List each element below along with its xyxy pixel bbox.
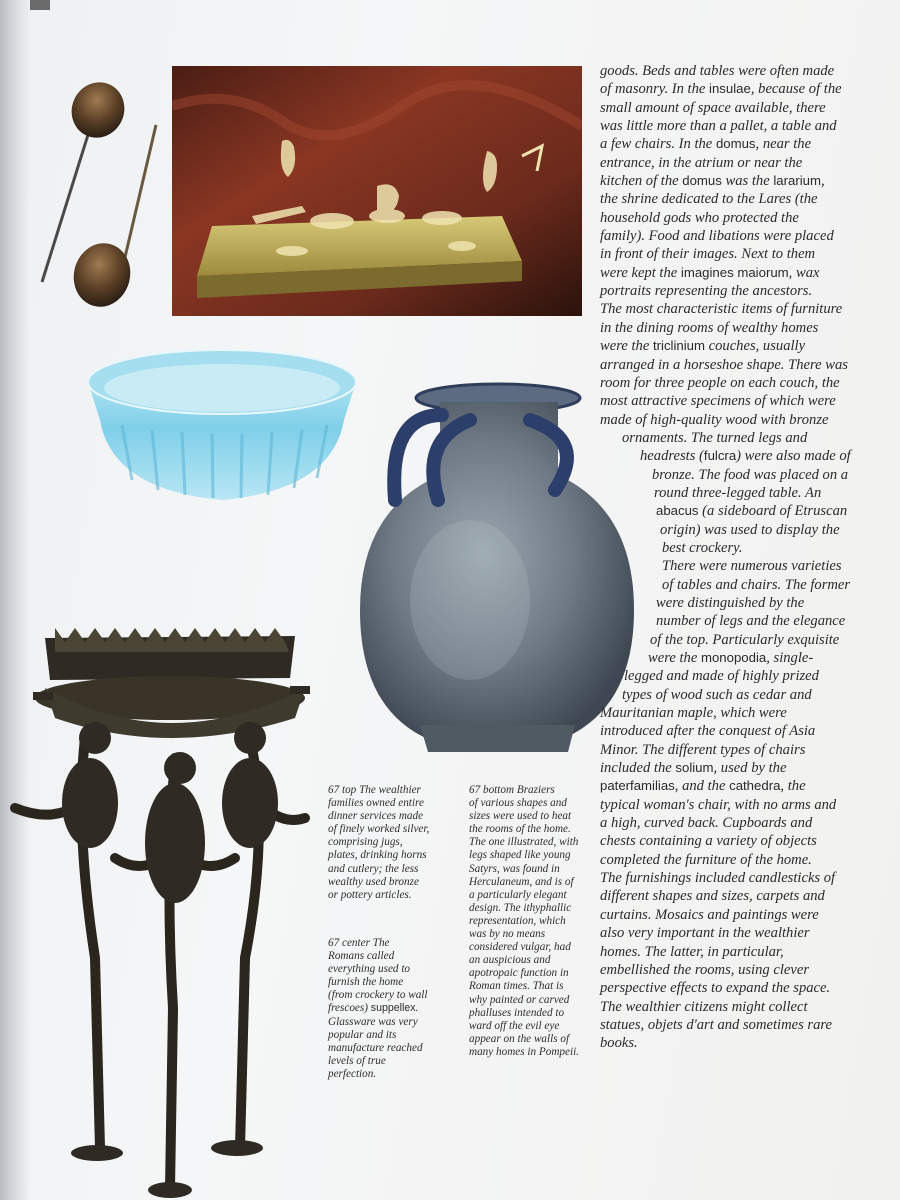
- caption-line: [328, 1016, 468, 1029]
- main-text-line: [600, 979, 882, 997]
- page-edge-mark: [30, 0, 50, 10]
- text-run: 67 top The wealthier: [328, 784, 421, 796]
- text-run: were the: [648, 650, 701, 666]
- text-run: The one illustrated, with: [469, 836, 579, 849]
- main-text-line: [600, 667, 882, 685]
- main-text-line: [600, 392, 882, 410]
- caption-line: [328, 823, 468, 836]
- caption-line: [328, 1055, 468, 1068]
- latin-term: insulae: [709, 81, 751, 97]
- main-text-line: [600, 539, 882, 557]
- caption-line: [328, 937, 468, 950]
- text-run: of the top. Particularly exquisite: [650, 631, 840, 648]
- latin-term: paterfamilias: [600, 778, 675, 794]
- main-text-line: [600, 887, 882, 905]
- text-run: a particularly elegant: [469, 888, 567, 901]
- text-run: included the: [600, 760, 676, 777]
- caption-line: [469, 876, 609, 889]
- text-run: perfection.: [328, 1067, 377, 1080]
- glass-amphora-photo: [350, 380, 640, 765]
- text-run: plates, drinking horns: [328, 849, 427, 862]
- caption-line: [469, 810, 609, 823]
- text-run: why painted or carved: [469, 993, 570, 1006]
- text-run: (a sideboard of Etruscan: [698, 503, 848, 520]
- text-run: origin) was used to display the: [660, 521, 840, 538]
- text-run: arranged in a horseshoe shape. There was: [600, 356, 848, 373]
- text-run: were the: [600, 338, 653, 355]
- text-run: were kept the: [600, 264, 681, 281]
- main-text-line: [600, 227, 882, 245]
- text-run: of finely worked silver,: [328, 823, 430, 836]
- main-text-line: [600, 741, 882, 759]
- glass-bowl-photo: [82, 340, 362, 505]
- main-text-line: [600, 796, 882, 814]
- caption-line: [469, 928, 609, 941]
- text-run: the rooms of the home.: [469, 823, 571, 836]
- text-run: frescoes): [328, 1002, 371, 1015]
- text-run: popular and its: [328, 1028, 397, 1041]
- text-run: chests containing a variety of objects: [600, 833, 817, 850]
- caption-line: [469, 863, 609, 876]
- caption-line: [469, 1046, 609, 1059]
- fresco-photo: [172, 66, 582, 316]
- text-run: was by no means: [469, 928, 546, 941]
- text-run: Romans called: [328, 950, 395, 963]
- text-run: , and the: [674, 778, 730, 795]
- main-text-line: [600, 722, 882, 740]
- text-run: many homes in Pompeii.: [469, 1045, 579, 1058]
- text-run: typical woman's chair, with no arms and: [600, 796, 837, 813]
- text-run: ward off the evil eye: [469, 1019, 560, 1032]
- caption-line: [328, 810, 468, 823]
- caption-line: [469, 849, 609, 862]
- text-run: , single-: [766, 650, 814, 666]
- caption-line: [328, 863, 468, 876]
- text-run: couches, usually: [704, 338, 806, 355]
- main-text-line: [600, 594, 882, 612]
- text-run: types of wood such as cedar and: [622, 686, 812, 703]
- text-run: were distinguished by the: [656, 594, 805, 611]
- caption-line: [328, 836, 468, 849]
- text-run: headrests (: [640, 448, 704, 465]
- main-text-line: [600, 557, 882, 575]
- text-run: , because of the: [750, 81, 842, 98]
- caption-line: [328, 849, 468, 862]
- text-run: homes. The latter, in particular,: [600, 943, 784, 960]
- main-text-line: [600, 374, 882, 392]
- text-run: family). Food and libations were placed: [600, 228, 834, 245]
- text-run: The wealthier citizens might collect: [600, 998, 808, 1015]
- text-run: sizes were used to heat: [469, 810, 572, 823]
- caption-line: [328, 784, 468, 797]
- caption-line: [469, 994, 609, 1007]
- latin-term: suppellex: [370, 1002, 416, 1015]
- text-run: household gods who protected the: [600, 209, 799, 226]
- caption-line: [469, 1007, 609, 1020]
- caption-line: [328, 1042, 468, 1055]
- main-text-line: [600, 1034, 882, 1052]
- text-run: curtains. Mosaics and paintings were: [600, 906, 819, 923]
- text-run: introduced after the conquest of Asia: [600, 723, 816, 740]
- latin-term: domus: [682, 173, 722, 189]
- main-text-line: [600, 154, 882, 172]
- text-run: a few chairs. In the: [600, 136, 716, 153]
- caption-line: [328, 989, 468, 1002]
- text-run: families owned entire: [328, 797, 424, 810]
- main-text-line: [600, 135, 882, 153]
- text-run: ,: [820, 173, 825, 190]
- text-run: small amount of space available, there: [600, 99, 826, 116]
- latin-term: solium: [675, 760, 714, 776]
- main-text-line: [600, 686, 882, 704]
- main-text-line: [600, 190, 882, 208]
- latin-term: fulcra: [703, 448, 737, 464]
- main-text-line: [600, 99, 882, 117]
- latin-term: monopodia: [700, 650, 767, 665]
- caption-line: [328, 1002, 468, 1015]
- main-text-line: [600, 704, 882, 722]
- text-run: round three-legged table. An: [654, 484, 822, 501]
- text-run: completed the furniture of the home.: [600, 851, 812, 868]
- latin-term: lararium: [773, 173, 821, 189]
- text-run: ornaments. The turned legs and: [622, 429, 808, 446]
- latin-term: abacus: [656, 503, 699, 519]
- main-text-line: [600, 759, 882, 777]
- main-text-line: [600, 869, 882, 887]
- text-run: the shrine dedicated to the Lares (the: [600, 191, 818, 208]
- text-run: representation, which: [469, 914, 566, 927]
- caption-line: [469, 954, 609, 967]
- text-run: bronze. The food was placed on a: [652, 466, 849, 483]
- main-text-line: [600, 576, 882, 594]
- text-run: Minor. The different types of chairs: [600, 741, 806, 758]
- caption-top: [328, 784, 468, 902]
- caption-line: [328, 889, 468, 902]
- main-text-line: [600, 631, 882, 649]
- text-run: (from crockery to wall: [328, 989, 428, 1002]
- main-article-text: [600, 62, 882, 1053]
- text-run: apotropaic function in: [469, 967, 569, 980]
- main-text-line: [600, 80, 882, 98]
- text-run: , near the: [755, 136, 812, 153]
- text-run: 67 bottom Braziers: [469, 784, 555, 796]
- caption-line: [469, 1033, 609, 1046]
- main-text-line: [600, 998, 882, 1016]
- text-run: The most characteristic items of furniture: [600, 301, 843, 318]
- text-run: was the: [721, 173, 774, 190]
- main-text-line: [600, 943, 882, 961]
- caption-line: [469, 941, 609, 954]
- text-run: legged and made of highly prized: [624, 668, 819, 685]
- main-text-line: [600, 502, 882, 520]
- main-text-line: [600, 466, 882, 484]
- text-run: of masonry. In the: [600, 81, 710, 98]
- text-run: There were numerous varieties: [662, 558, 842, 575]
- caption-line: [328, 876, 468, 889]
- text-run: made of high-quality wood with bronze: [600, 411, 829, 428]
- main-text-line: [600, 924, 882, 942]
- text-run: wealthy used bronze: [328, 875, 419, 888]
- latin-term: domus: [715, 136, 756, 152]
- main-text-line: [600, 832, 882, 850]
- text-run: phalluses intended to: [469, 1006, 565, 1019]
- text-run: a high, curved back. Cupboards and: [600, 815, 813, 832]
- main-text-line: [600, 484, 882, 502]
- main-text-line: [600, 117, 882, 135]
- main-text-line: [600, 612, 882, 630]
- latin-term: triclinium: [652, 338, 705, 354]
- text-run: ) were also made of: [736, 448, 851, 465]
- main-text-line: [600, 649, 882, 667]
- main-text-line: [600, 356, 882, 374]
- main-text-line: [600, 337, 882, 355]
- text-run: The furnishings included candlesticks of: [600, 870, 836, 887]
- text-run: or pottery articles.: [328, 888, 412, 901]
- caption-line: [328, 963, 468, 976]
- spoons-photo: [30, 70, 170, 320]
- text-run: most attractive specimens of which were: [600, 393, 836, 410]
- text-run: in front of their images. Next to them: [600, 246, 816, 263]
- text-run: comprising jugs,: [328, 836, 403, 849]
- caption-line: [328, 797, 468, 810]
- text-run: statues, objets d'art and sometimes rare: [600, 1016, 833, 1033]
- text-run: of tables and chairs. The former: [662, 576, 851, 593]
- text-run: perspective effects to expand the space.: [600, 980, 831, 997]
- text-run: room for three people on each couch, the: [600, 374, 840, 391]
- main-text-line: [600, 319, 882, 337]
- caption-line: [328, 1068, 468, 1081]
- text-run: considered vulgar, had: [469, 941, 571, 954]
- caption-line: [469, 823, 609, 836]
- caption-line: [469, 836, 609, 849]
- caption-line: [469, 902, 609, 915]
- text-run: , the: [780, 778, 806, 795]
- text-run: manufacture reached: [328, 1041, 423, 1054]
- text-run: was little more than a pallet, a table and: [600, 118, 837, 135]
- latin-term: cathedra: [729, 778, 781, 794]
- main-text-line: [600, 961, 882, 979]
- text-run: best crockery.: [662, 539, 743, 556]
- text-run: everything used to: [328, 963, 411, 976]
- text-run: Satyrs, was found in: [469, 862, 560, 875]
- main-text-line: [600, 521, 882, 539]
- text-run: books.: [600, 1035, 638, 1052]
- main-text-line: [600, 814, 882, 832]
- text-run: entrance, in the atrium or near the: [600, 154, 803, 171]
- caption-line: [469, 784, 609, 797]
- text-run: of various shapes and: [469, 797, 567, 810]
- caption-line: [328, 1029, 468, 1042]
- main-text-line: [600, 62, 882, 80]
- text-run: embellished the rooms, using clever: [600, 961, 809, 978]
- main-text-line: [600, 411, 882, 429]
- text-run: , used by the: [713, 760, 787, 777]
- caption-line: [469, 797, 609, 810]
- main-text-line: [600, 777, 882, 795]
- text-run: portraits representing the ancestors.: [600, 283, 813, 300]
- text-run: goods. Beds and tables were often made: [600, 63, 835, 79]
- caption-line: [469, 980, 609, 993]
- text-run: dinner services made: [328, 810, 424, 823]
- main-text-line: [600, 429, 882, 447]
- text-run: number of legs and the elegance: [656, 613, 846, 630]
- text-run: Roman times. That is: [469, 980, 564, 993]
- text-run: also very important in the wealthier: [600, 925, 810, 942]
- text-run: 67 center The: [328, 937, 390, 949]
- main-text-line: [600, 209, 882, 227]
- main-text-line: [600, 906, 882, 924]
- text-run: Mauritanian maple, which were: [600, 705, 787, 722]
- text-run: furnish the home: [328, 976, 404, 989]
- text-run: levels of true: [328, 1054, 386, 1067]
- text-run: and cutlery; the less: [328, 862, 419, 875]
- text-run: , wax: [788, 264, 820, 281]
- text-run: design. The ithyphallic: [469, 901, 572, 914]
- caption-bottom: [469, 784, 609, 1059]
- text-run: legs shaped like young: [469, 849, 571, 862]
- main-text-line: [600, 172, 882, 190]
- main-text-line: [600, 1016, 882, 1034]
- brazier-photo: [5, 628, 325, 1200]
- text-run: appear on the walls of: [469, 1032, 570, 1045]
- caption-line: [469, 967, 609, 980]
- caption-line: [328, 976, 468, 989]
- text-run: Glassware was very: [328, 1015, 418, 1028]
- main-text-line: [600, 851, 882, 869]
- text-run: Herculaneum, and is of: [469, 875, 574, 888]
- latin-term: imagines maiorum: [680, 264, 789, 280]
- text-run: kitchen of the: [600, 173, 683, 190]
- text-run: .: [415, 1002, 419, 1015]
- caption-line: [328, 950, 468, 963]
- main-text-line: [600, 245, 882, 263]
- main-text-line: [600, 282, 882, 300]
- text-run: different shapes and sizes, carpets and: [600, 888, 825, 905]
- caption-line: [469, 889, 609, 902]
- caption-line: [469, 1020, 609, 1033]
- text-run: an auspicious and: [469, 954, 551, 967]
- text-run: in the dining rooms of wealthy homes: [600, 319, 819, 336]
- caption-line: [469, 915, 609, 928]
- main-text-line: [600, 447, 882, 465]
- main-text-line: [600, 264, 882, 282]
- caption-center: [328, 937, 468, 1081]
- main-text-line: [600, 300, 882, 318]
